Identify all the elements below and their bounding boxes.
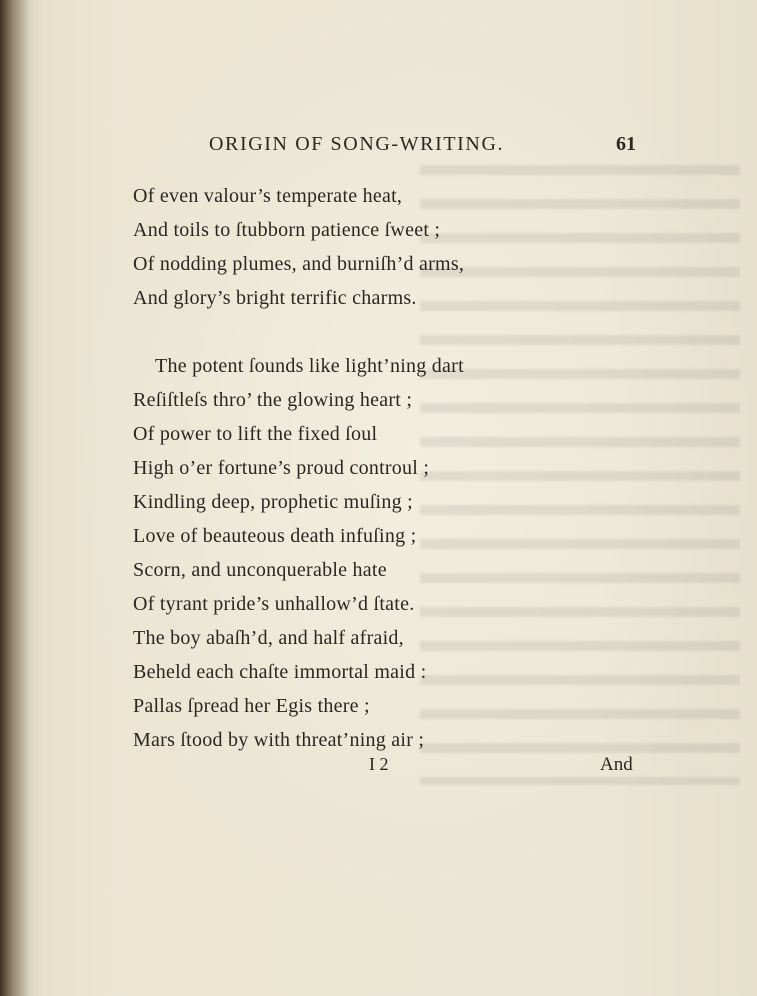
catchword: And [600,754,633,775]
verse-line: And glory’s bright terrific charms. [133,287,417,309]
verse-line: The potent ſounds like light’ning dart [155,355,464,377]
verse-line: Love of beauteous death infuſing ; [133,525,417,547]
verse-line: And toils to ſtubborn patience ſweet ; [133,219,441,241]
verse-line: Reſiſtleſs thro’ the glowing heart ; [133,389,413,411]
verse-line: High o’er fortune’s proud controul ; [133,457,430,479]
show-through-text [420,165,740,785]
page-footer [0,754,757,782]
running-title: ORIGIN OF SONG-WRITING. [209,133,505,155]
page-number: 61 [616,133,636,155]
verse-line: Of power to lift the fixed ſoul [133,423,378,445]
stanza-2 [133,349,464,757]
stanza-1 [133,179,464,315]
verse-line: Of tyrant pride’s unhallow’d ſtate. [133,593,415,615]
verse-line: Of nodding plumes, and burniſh’d arms, [133,253,465,275]
signature-mark: I 2 [369,754,389,774]
verse-line: Of even valour’s temperate heat, [133,185,403,207]
verse-line: Mars ſtood by with threat’ning air ; [133,729,425,751]
page-header [0,130,757,160]
verse-line: The boy abaſh’d, and half afraid, [133,627,404,649]
verse-line: Kindling deep, prophetic muſing ; [133,491,413,513]
verse-line: Pallas ſpread her Egis there ; [133,695,370,717]
verse-line: Scorn, and unconquerable hate [133,559,387,581]
verse-line: Beheld each chaſte immortal maid : [133,661,427,683]
